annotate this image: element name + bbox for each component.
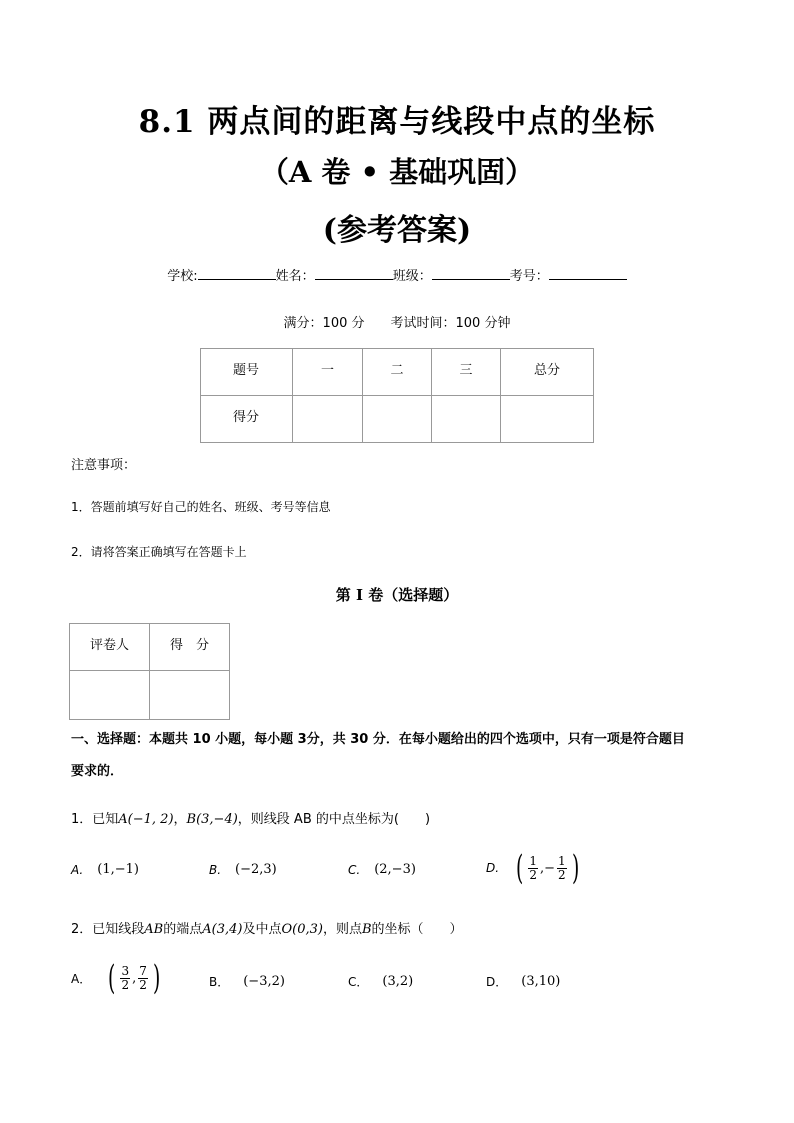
school-blank[interactable] — [198, 267, 276, 280]
score-header-cell: 题号 — [201, 349, 293, 396]
score-row-label: 得分 — [201, 396, 293, 443]
q1-option-a[interactable] — [71, 862, 139, 877]
score-cell[interactable] — [432, 396, 501, 443]
option-letter: C． — [348, 975, 369, 989]
grader-header: 评卷人 — [70, 624, 150, 671]
part1-instruction-cont: 要求的． — [71, 764, 124, 779]
option-letter: A． — [71, 971, 92, 986]
score-header-cell: 三 — [432, 349, 501, 396]
option-letter: B． — [209, 975, 230, 989]
option-value: (1,−1) — [97, 862, 139, 877]
q1-point-a: A(−1, 2) — [118, 812, 174, 827]
full-score: 满分：100 分 — [283, 316, 365, 331]
option-letter: C. — [348, 862, 361, 877]
score-cell[interactable] — [363, 396, 432, 443]
question-2 — [71, 918, 463, 937]
frac-num: 1 — [529, 853, 537, 868]
frac-den: 2 — [139, 977, 147, 992]
q1-comma: ， — [173, 812, 187, 827]
frac-sep: , — [132, 970, 137, 986]
question-1 — [71, 808, 430, 827]
option-letter: D． — [486, 975, 508, 989]
grader-score-cell[interactable] — [150, 671, 230, 720]
q1-prefix: 1．已知 — [71, 812, 119, 827]
option-value: (3,2) — [382, 974, 414, 989]
section-title: 第 I 卷（选择题） — [335, 586, 459, 604]
score-cell[interactable] — [501, 396, 594, 443]
score-header-cell: 一 — [293, 349, 363, 396]
q1-point-b: B(3,−4) — [186, 812, 238, 827]
frac-den: 2 — [529, 867, 537, 882]
q2-prefix: 2．已知线段 — [71, 922, 145, 937]
name-label: 姓名： — [275, 269, 315, 284]
q2-option-a[interactable] — [71, 958, 163, 998]
exam-no-label: 考号： — [509, 269, 549, 284]
frac-num: 7 — [139, 963, 147, 978]
notes-heading: 注意事项： — [71, 458, 137, 473]
option-value: (−2,3) — [235, 862, 277, 877]
frac-den: 2 — [558, 867, 566, 882]
q2-point-o: O(0,3) — [281, 922, 323, 937]
option-letter: B. — [209, 862, 222, 877]
score-table-header-row — [201, 349, 594, 396]
option-value: (3,10) — [521, 974, 561, 989]
score-table — [200, 348, 594, 443]
q1-option-c[interactable] — [348, 862, 416, 877]
class-blank[interactable] — [432, 267, 510, 280]
grader-table — [69, 623, 230, 720]
note-item-1: 1．答题前填写好自己的姓名、班级、考号等信息 — [71, 500, 331, 514]
school-label: 学校: — [167, 269, 198, 284]
score-table-score-row — [201, 396, 594, 443]
page-title: 8.1 两点间的距离与线段中点的坐标 — [138, 104, 656, 140]
q2-segment: AB — [144, 922, 164, 937]
page-subtitle: （A 卷 • 基础巩固） — [259, 155, 535, 189]
grader-score-header: 得 分 — [150, 624, 230, 671]
q2-text: 及中点 — [242, 922, 282, 937]
note-item-2: 2．请将答案正确填写在答题卡上 — [71, 545, 247, 559]
exam-no-blank[interactable] — [549, 267, 627, 280]
frac-num: 3 — [121, 963, 130, 978]
frac-sep: ,− — [539, 860, 555, 876]
exam-time: 考试时间：100 分钟 — [390, 316, 511, 331]
q2-option-b[interactable] — [209, 973, 285, 990]
q1-option-b[interactable] — [209, 862, 277, 877]
q2-option-c[interactable] — [348, 973, 413, 990]
q1-option-d[interactable] — [486, 848, 582, 888]
option-value: (2,−3) — [374, 862, 416, 877]
q1-suffix: ，则线段 AB 的中点坐标为( ) — [237, 812, 431, 827]
q2-point-a: A(3,4) — [202, 922, 243, 937]
name-blank[interactable] — [315, 267, 393, 280]
frac-den: 2 — [121, 977, 130, 992]
frac-num: 1 — [558, 853, 566, 868]
answer-key-label: (参考答案) — [322, 213, 472, 248]
q2-option-d[interactable] — [486, 973, 560, 990]
option-letter: D. — [486, 861, 500, 875]
q2-point-b: B — [361, 922, 372, 937]
grader-cell[interactable] — [70, 671, 150, 720]
q2-text: 的端点 — [163, 922, 203, 937]
option-value: (−3,2) — [243, 974, 285, 989]
score-header-cell: 总分 — [501, 349, 594, 396]
score-header-cell: 二 — [363, 349, 432, 396]
q2-suffix: 的坐标（ ） — [371, 922, 463, 937]
q2-text: ，则点 — [322, 922, 362, 937]
option-value: ( $\frac{1}{2}$ ,− $\frac{1}{2}$ ) — [516, 848, 579, 888]
part1-instruction: 一、选择题：本题共 10 小题，每小题 3分，共 30 分．在每小题给出的四个选项中，只有一项是符合题目 — [71, 732, 685, 747]
option-letter: A. — [71, 862, 84, 877]
class-label: 班级： — [392, 269, 432, 284]
student-info-line — [0, 265, 794, 284]
option-value: ( $\frac{3}{2}$ , $\frac{7}{2}$ ) — [108, 958, 161, 998]
score-cell[interactable] — [293, 396, 363, 443]
exam-meta — [0, 312, 794, 331]
